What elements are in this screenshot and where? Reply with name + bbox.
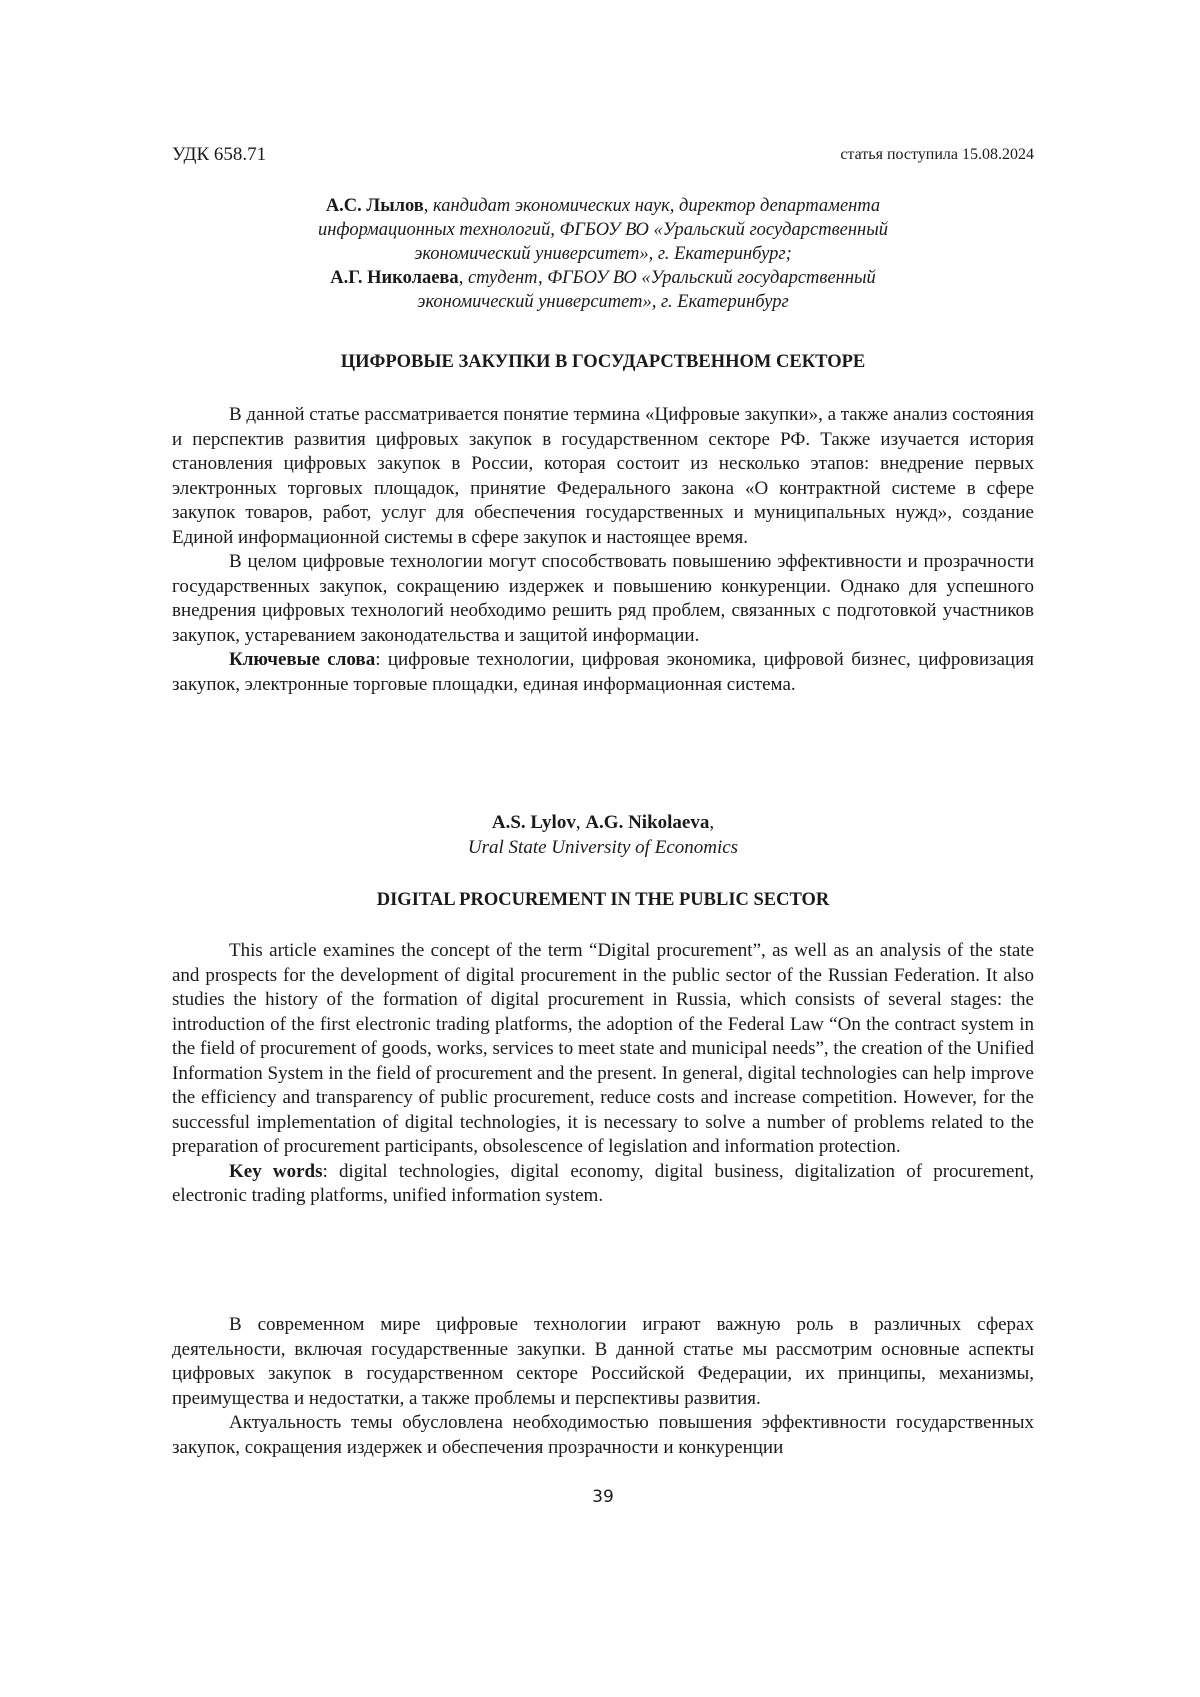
author-line-5 bbox=[172, 290, 1034, 314]
author-2-name: А.Г. Николаева bbox=[330, 268, 458, 288]
author-2-city: экономический университет», г. Екатеринбург bbox=[417, 292, 788, 312]
authors-en bbox=[172, 810, 1034, 860]
author-line-3 bbox=[172, 242, 1034, 266]
author-1-role: кандидат экономических наук, директор департамента bbox=[433, 196, 880, 216]
udk-code: УДК 658.71 bbox=[172, 144, 266, 166]
keywords-ru-label: Ключевые слова bbox=[229, 649, 375, 670]
abstract-en-paragraph: This article examines the concept of the term “Digital procurement”, as well as an analy­sis of the state and prospects for the development of digital procurement in the public sector of the Russian Federation. It also studies the history of the formation of digital procurement in Russia, which consists of several stages: the introduction of the first electronic trading plat­forms, the adoption of the Federal Law “On the contract system in the field of procurement of goods, works, services to meet state and municipal needs”, the creation of the Unified Infor­mation System in the field of procurement and the present. In general, digital technologies can help improve the efficiency and transparency of public procurement, reduce costs and increase competition. However, for the successful implementation of digital technologies, it is necessary to solve a number of problems related to the preparation of procurement participants, obsoles­cence of legislation and information protection. bbox=[172, 939, 1034, 1160]
abstract-ru-paragraph-1: В данной статье рассматривается понятие термина «Цифровые закупки», а также анализ состояния и перспектив развития цифровых закупок в государственном секторе РФ. Также изучается история становления цифровых закупок в России, которая состоит из несколько этапов: внедрение первых электронных торговых площадок, принятие Фе­дерального закона «О контрактной системе в сфере закупок товаров, работ, услуг для обеспечения государственных и муниципальных нужд», создание Единой информацион­ной системы в сфере закупок и настоящее время. bbox=[172, 403, 1034, 550]
abstract-ru bbox=[172, 403, 1034, 697]
authors-en-names bbox=[172, 810, 1034, 835]
article-title-en: DIGITAL PROCUREMENT IN THE PUBLIC SECTOR bbox=[172, 890, 1034, 911]
author-1-name: А.С. Лылов bbox=[326, 196, 424, 216]
authors-ru bbox=[172, 194, 1034, 314]
separator: , bbox=[709, 812, 714, 833]
keywords-en bbox=[172, 1160, 1034, 1209]
author-1-affiliation: информационных технологий, ФГБОУ ВО «Уральский государственный bbox=[318, 220, 888, 240]
intro-paragraph-1: В современном мире цифровые технологии играют важную роль в различных сфе­рах деятельности, включая государственные закупки. В данной статье мы рассмотрим основные аспекты цифровых закупок в государственном секторе Российской Федерации, их принципы, механизмы, преимущества и недостатки, а также проблемы и перспективы развития. bbox=[172, 1313, 1034, 1411]
author-line-4 bbox=[172, 266, 1034, 290]
author-en-1: A.S. Lylov bbox=[492, 812, 576, 833]
author-line-2 bbox=[172, 218, 1034, 242]
page-number: 39 bbox=[172, 1487, 1034, 1507]
author-en-2: A.G. Nikolaeva bbox=[585, 812, 709, 833]
affiliation-en bbox=[172, 835, 1034, 860]
abstract-en bbox=[172, 939, 1034, 1209]
introduction bbox=[172, 1313, 1034, 1460]
keywords-en-label: Key words bbox=[229, 1161, 323, 1182]
received-date: статья поступила 15.08.2024 bbox=[840, 146, 1034, 164]
page-header bbox=[172, 144, 1034, 172]
keywords-ru-text: : цифровые технологии, цифровая экономика, цифровой бизнес, цифровизация закупок, электронные торговые площадки, единая информационная систе­ма. bbox=[172, 649, 1034, 695]
abstract-ru-paragraph-2: В целом цифровые технологии могут способствовать повышению эффективности и прозрачности государственных закупок, сокращению издержек и повышению конкурен­ции. Однако для успешного внедрения цифровых технологий необходимо решить ряд проблем, связанных с подготовкой участников закупок, устареванием законодательства и защитой информации. bbox=[172, 550, 1034, 648]
author-line-1 bbox=[172, 194, 1034, 218]
author-1-city: экономический университет», г. Екатеринбург; bbox=[414, 244, 792, 264]
keywords-en-text: : digital technologies, digital economy, digital business, digitalization of pro­curement, electronic trading platforms, unified information system. bbox=[172, 1161, 1034, 1207]
separator: , bbox=[576, 812, 586, 833]
article-title-ru: ЦИФРОВЫЕ ЗАКУПКИ В ГОСУДАРСТВЕННОМ СЕКТОРЕ bbox=[172, 352, 1034, 373]
separator: , bbox=[424, 196, 433, 216]
affiliation-en-text: Ural State University of Economics bbox=[468, 837, 738, 858]
separator: , bbox=[459, 268, 468, 288]
author-2-role: студент, ФГБОУ ВО «Уральский государственный bbox=[468, 268, 876, 288]
intro-paragraph-2: Актуальность темы обусловлена необходимостью повышения эффективности госу­дарственных закупок, сокращения издержек и обеспечения прозрачности и конкуренции bbox=[172, 1411, 1034, 1460]
keywords-ru bbox=[172, 648, 1034, 697]
